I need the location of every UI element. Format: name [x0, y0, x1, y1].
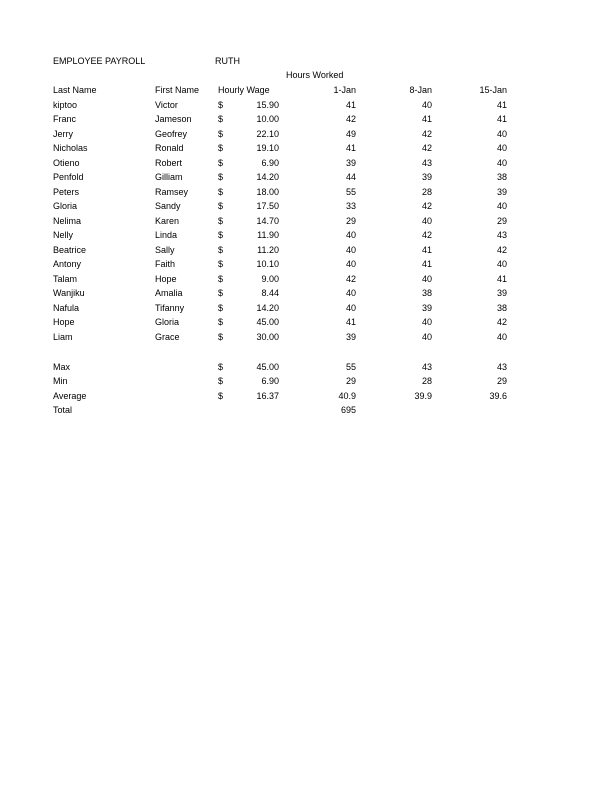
hours-8-jan-cell: 42: [421, 201, 432, 211]
summary-1-jan-cell: 29: [345, 376, 356, 386]
first-name-cell: Geofrey: [155, 128, 188, 139]
last-name-cell: Nelly: [53, 230, 74, 240]
hourly-wage-cell: 14.70: [256, 215, 279, 226]
hours-8-jan-cell: 40: [421, 273, 432, 284]
last-name-cell: Nicholas: [53, 143, 88, 153]
hours-15-jan-cell: 40: [496, 259, 507, 269]
hours-1-jan-cell: 55: [345, 186, 356, 197]
hourly-wage-cell: 9.00: [261, 273, 279, 284]
table-row: [0, 259, 612, 274]
last-name-cell: Penfold: [53, 172, 84, 182]
hours-15-jan-cell: 38: [496, 302, 507, 313]
col-15-jan: 15-Jan: [479, 85, 507, 95]
hourly-wage-cell: 30.00: [256, 331, 279, 342]
hours-15-jan-cell: 38: [496, 172, 507, 182]
currency-symbol: $: [218, 390, 224, 401]
hourly-wage-cell: 11.90: [257, 230, 279, 240]
summary-15-jan-cell: 43: [496, 361, 507, 372]
hours-1-jan-cell: 29: [345, 215, 356, 226]
last-name-cell: Wanjiku: [53, 288, 85, 298]
last-name-cell: Beatrice: [53, 244, 87, 255]
first-name-cell: Victor: [155, 99, 178, 110]
col-last-name: Last Name: [53, 85, 97, 95]
summary-label: Min: [53, 376, 68, 386]
summary-1-jan-cell: 695: [340, 405, 356, 415]
hourly-wage-cell: 18.00: [256, 186, 279, 197]
summary-label: Average: [53, 390, 87, 401]
table-row: [0, 158, 612, 173]
currency-symbol: $: [218, 186, 224, 197]
last-name-cell: Gloria: [53, 201, 78, 211]
column-header-row: [0, 85, 612, 100]
table-row: [0, 288, 612, 303]
summary-row: [0, 391, 612, 406]
currency-symbol: $: [218, 331, 224, 342]
table-row: [0, 230, 612, 245]
hourly-wage-cell: 11.20: [257, 244, 279, 255]
hours-1-jan-cell: 39: [345, 157, 356, 168]
currency-symbol: $: [218, 317, 224, 327]
last-name-cell: Nelima: [53, 215, 82, 226]
hours-1-jan-cell: 33: [345, 201, 356, 211]
hours-8-jan-cell: 43: [421, 157, 432, 168]
hours-15-jan-cell: 41: [496, 114, 507, 124]
hours-1-jan-cell: 42: [345, 273, 356, 284]
first-name-cell: Amalia: [155, 288, 183, 298]
first-name-cell: Sandy: [155, 201, 181, 211]
hourly-wage-cell: 15.90: [256, 99, 279, 110]
table-row: [0, 129, 612, 144]
summary-8-jan-cell: 28: [421, 376, 432, 386]
last-name-cell: kiptoo: [53, 99, 78, 110]
hours-8-jan-cell: 40: [421, 331, 432, 342]
hours-15-jan-cell: 41: [496, 273, 507, 284]
first-name-cell: Sally: [155, 244, 175, 255]
hourly-wage-cell: 10.00: [256, 114, 279, 124]
hours-8-jan-cell: 42: [421, 128, 432, 139]
currency-symbol: $: [218, 288, 224, 298]
hours-15-jan-cell: 40: [496, 128, 507, 139]
currency-symbol: $: [218, 172, 224, 182]
hours-15-jan-cell: 29: [496, 215, 507, 226]
summary-label: Total: [53, 405, 73, 415]
hours-15-jan-cell: 40: [496, 157, 507, 168]
hours-1-jan-cell: 44: [345, 172, 356, 182]
table-row: [0, 100, 612, 115]
first-name-cell: Ramsey: [155, 186, 189, 197]
last-name-cell: Liam: [53, 331, 73, 342]
hours-15-jan-cell: 42: [496, 317, 507, 327]
first-name-cell: Grace: [155, 331, 180, 342]
hours-15-jan-cell: 40: [496, 331, 507, 342]
hours-1-jan-cell: 40: [345, 302, 356, 313]
hours-15-jan-cell: 40: [496, 201, 507, 211]
hours-15-jan-cell: 39: [496, 186, 507, 197]
first-name-cell: Hope: [155, 273, 177, 284]
summary-wage-cell: 6.90: [261, 376, 279, 386]
first-name-cell: Karen: [155, 215, 180, 226]
currency-symbol: $: [218, 157, 224, 168]
hours-8-jan-cell: 42: [421, 143, 432, 153]
first-name-cell: Faith: [155, 259, 176, 269]
table-row: [0, 274, 612, 289]
hours-8-jan-cell: 38: [421, 288, 432, 298]
hourly-wage-cell: 8.44: [261, 288, 279, 298]
last-name-cell: Hope: [53, 317, 75, 327]
table-row: [0, 187, 612, 202]
hourly-wage-cell: 22.10: [256, 128, 279, 139]
hours-1-jan-cell: 40: [345, 259, 356, 269]
table-row: [0, 303, 612, 318]
last-name-cell: Talam: [53, 273, 78, 284]
hours-1-jan-cell: 41: [345, 99, 356, 110]
hourly-wage-cell: 45.00: [256, 317, 279, 327]
currency-symbol: $: [218, 302, 224, 313]
hours-1-jan-cell: 49: [345, 128, 356, 139]
hours-worked-heading: Hours Worked: [286, 70, 344, 80]
table-row: [0, 245, 612, 260]
hourly-wage-cell: 17.50: [256, 201, 279, 211]
currency-symbol: $: [218, 259, 224, 269]
table-row: [0, 201, 612, 216]
summary-8-jan-cell: 39.9: [414, 390, 432, 401]
currency-symbol: $: [218, 244, 224, 255]
hours-1-jan-cell: 39: [345, 331, 356, 342]
currency-symbol: $: [218, 230, 224, 240]
hourly-wage-cell: 14.20: [256, 172, 279, 182]
currency-symbol: $: [218, 201, 224, 211]
hours-8-jan-cell: 39: [421, 172, 432, 182]
hours-1-jan-cell: 41: [345, 317, 356, 327]
summary-row: [0, 376, 612, 391]
table-row: [0, 216, 612, 231]
hours-15-jan-cell: 40: [496, 143, 507, 153]
currency-symbol: $: [218, 114, 224, 124]
first-name-cell: Gilliam: [155, 172, 183, 182]
col-first-name: First Name: [155, 85, 200, 95]
currency-symbol: $: [218, 128, 224, 139]
first-name-cell: Linda: [155, 230, 178, 240]
currency-symbol: $: [218, 215, 224, 226]
hours-8-jan-cell: 28: [421, 186, 432, 197]
currency-symbol: $: [218, 376, 224, 386]
summary-15-jan-cell: 39.6: [489, 390, 507, 401]
last-name-cell: Antony: [53, 259, 82, 269]
currency-symbol: $: [218, 99, 224, 110]
sheet-author: RUTH: [215, 56, 240, 66]
hours-15-jan-cell: 43: [496, 230, 507, 240]
currency-symbol: $: [218, 143, 224, 153]
first-name-cell: Robert: [155, 157, 183, 168]
hours-8-jan-cell: 41: [421, 114, 432, 124]
hours-1-jan-cell: 41: [345, 143, 356, 153]
col-hourly-wage: Hourly Wage: [218, 85, 270, 95]
hourly-wage-cell: 6.90: [261, 157, 279, 168]
first-name-cell: Ronald: [155, 143, 184, 153]
table-row: [0, 114, 612, 129]
hourly-wage-cell: 10.10: [256, 259, 279, 269]
table-row: [0, 143, 612, 158]
summary-15-jan-cell: 29: [496, 376, 507, 386]
last-name-cell: Peters: [53, 186, 80, 197]
summary-8-jan-cell: 43: [421, 361, 432, 372]
first-name-cell: Jameson: [155, 114, 192, 124]
last-name-cell: Jerry: [53, 128, 73, 139]
col-1-jan: 1-Jan: [333, 85, 356, 95]
last-name-cell: Franc: [53, 114, 77, 124]
last-name-cell: Nafula: [53, 302, 80, 313]
hours-15-jan-cell: 39: [496, 288, 507, 298]
hours-8-jan-cell: 39: [421, 302, 432, 313]
hours-8-jan-cell: 41: [421, 259, 432, 269]
table-row: [0, 172, 612, 187]
hours-8-jan-cell: 40: [421, 99, 432, 110]
hours-1-jan-cell: 40: [345, 288, 356, 298]
hours-15-jan-cell: 41: [496, 99, 507, 110]
summary-1-jan-cell: 55: [345, 361, 356, 372]
hours-15-jan-cell: 42: [496, 244, 507, 255]
hours-1-jan-cell: 40: [345, 230, 356, 240]
table-row: [0, 332, 612, 347]
hours-8-jan-cell: 40: [421, 215, 432, 226]
hours-1-jan-cell: 42: [345, 114, 356, 124]
hourly-wage-cell: 19.10: [256, 143, 279, 153]
sheet-title: EMPLOYEE PAYROLL: [53, 56, 146, 66]
hourly-wage-cell: 14.20: [256, 302, 279, 313]
summary-wage-cell: 16.37: [256, 390, 279, 401]
first-name-cell: Gloria: [155, 317, 180, 327]
hours-8-jan-cell: 42: [421, 230, 432, 240]
currency-symbol: $: [218, 273, 224, 284]
summary-row: [0, 405, 612, 420]
table-row: [0, 317, 612, 332]
hours-8-jan-cell: 41: [421, 244, 432, 255]
summary-label: Max: [53, 361, 71, 372]
summary-1-jan-cell: 40.9: [338, 390, 356, 401]
last-name-cell: Otieno: [53, 157, 80, 168]
summary-row: [0, 362, 612, 377]
summary-wage-cell: 45.00: [256, 361, 279, 372]
col-8-jan: 8-Jan: [409, 85, 432, 95]
hours-1-jan-cell: 40: [345, 244, 356, 255]
currency-symbol: $: [218, 361, 224, 372]
hours-8-jan-cell: 40: [421, 317, 432, 327]
first-name-cell: Tifanny: [155, 302, 185, 313]
